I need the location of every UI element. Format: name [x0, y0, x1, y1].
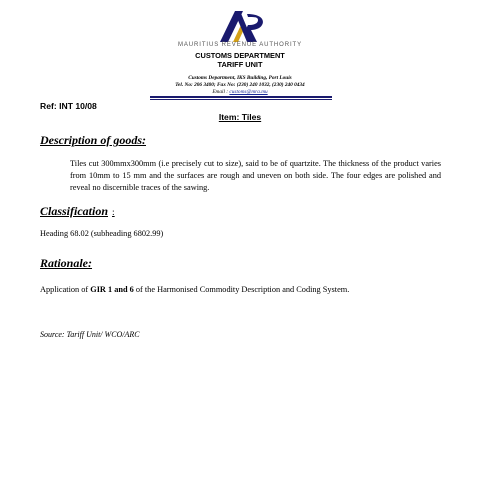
rationale-heading: Rationale: [40, 256, 93, 270]
authority-name: MAURITIUS REVENUE AUTHORITY [178, 42, 302, 48]
rationale-suffix: of the Harmonised Commodity Description and Coding System. [133, 285, 350, 294]
description-heading: Description of goods: [40, 133, 146, 147]
contact-line: Tel. No: 206 3400; Fax No: (230) 240 1032, (230) 240 0434 [175, 82, 305, 88]
letterhead-rule-thin [150, 99, 332, 100]
letterhead-rule [150, 96, 332, 98]
classification-heading-row [40, 204, 115, 219]
email-label: Email : [212, 89, 229, 95]
classification-heading: Classification [40, 204, 109, 218]
item-title: Item: Tiles [218, 112, 262, 122]
source-note: Source: Tariff Unit/ WCO/ARC [40, 330, 140, 339]
department-name: CUSTOMS DEPARTMENT [195, 51, 285, 60]
mra-logo-icon [217, 8, 267, 44]
unit-name: TARIFF UNIT [217, 60, 263, 69]
email-link[interactable]: customs@mra.mu [229, 89, 268, 95]
address-line: Customs Department, IKS Building, Port Louis [188, 75, 292, 81]
email-line [0, 89, 480, 95]
rationale-prefix: Application of [40, 285, 91, 294]
classification-text: Heading 68.02 (subheading 6802.99) [40, 229, 164, 238]
reference-number: Ref: INT 10/08 [40, 101, 97, 111]
rationale-rules: GIR 1 and 6 [90, 285, 134, 294]
rationale-text [40, 285, 349, 294]
classification-colon: : [112, 208, 115, 218]
description-text: Tiles cut 300mmx300mm (i.e precisely cut to size), said to be of quartzite. The thickness of the product varies from 10mm to 15 mm and the surfaces are rough and uneven on both side. The four edges are polished and reveal no discernible traces of the sawing. [70, 159, 441, 192]
